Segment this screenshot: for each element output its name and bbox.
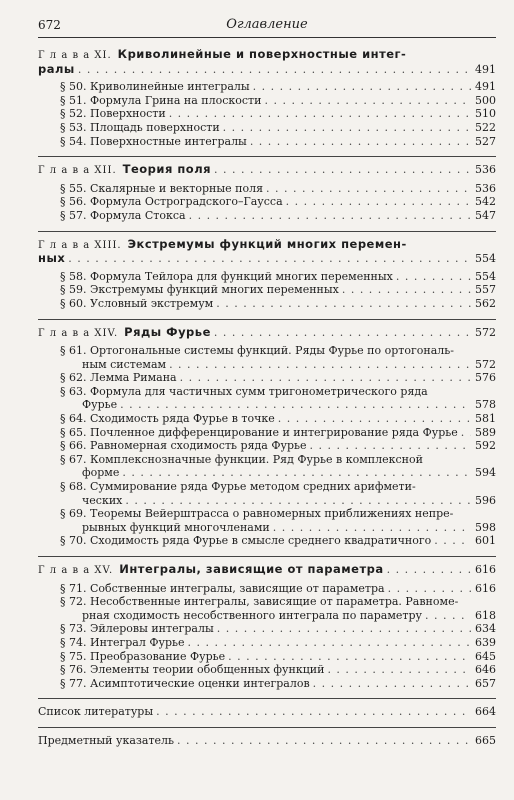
section-line xyxy=(38,121,496,135)
leader-dots xyxy=(461,426,471,440)
section-title: § 74. Интеграл Фурье xyxy=(60,635,185,649)
section-title: рывных функций многочленами xyxy=(82,520,270,534)
section-title: Фурье xyxy=(82,398,118,412)
page-ref: 542 xyxy=(475,195,496,209)
section-line xyxy=(38,195,496,209)
section-title: § 60. Условный экстремум xyxy=(60,296,214,310)
page-ref: 572 xyxy=(475,357,496,371)
section-line xyxy=(38,534,496,548)
section-line xyxy=(38,466,496,480)
page-ref: 510 xyxy=(475,107,496,121)
page-ref: 578 xyxy=(475,398,496,412)
leader-dots xyxy=(189,209,471,223)
page-ref: 554 xyxy=(475,252,496,266)
page-ref: 657 xyxy=(475,676,496,690)
page-ref: 562 xyxy=(475,296,496,310)
leader-dots xyxy=(313,677,471,691)
page-ref: 645 xyxy=(475,649,496,663)
page-ref: 639 xyxy=(475,635,496,649)
section-title: § 61. Ортогональные системы функций. Ряды Фурье по ортогональ- xyxy=(60,344,454,358)
chapter-title-line xyxy=(38,252,496,266)
section-line xyxy=(38,358,496,372)
leader-dots xyxy=(278,412,471,426)
chapter-entry xyxy=(38,48,496,148)
chapter-divider xyxy=(38,156,496,157)
chapter-entry xyxy=(38,563,496,690)
section-line xyxy=(38,582,496,596)
section-title: § 64. Сходимость ряда Фурье в точке xyxy=(60,412,275,426)
section-line xyxy=(38,412,496,426)
section-line xyxy=(38,426,496,440)
section-title: § 58. Формула Тейлора для функций многих переменных xyxy=(60,269,393,283)
chapter-title-line xyxy=(38,238,496,253)
chapter-divider xyxy=(38,698,496,699)
chapter-title-line xyxy=(38,48,496,63)
chapter-divider xyxy=(38,231,496,232)
leader-dots xyxy=(180,371,471,385)
section-title: § 62. Лемма Римана xyxy=(60,371,177,385)
section-title: рная сходимость несобственного интеграла по параметру xyxy=(82,608,423,622)
leader-dots xyxy=(177,734,471,748)
chapter-label: Г л а в а XV. xyxy=(38,565,114,576)
section-line xyxy=(38,270,496,284)
page-ref: 572 xyxy=(475,325,496,339)
section-title: § 65. Почленное дифференцирование и интегрирование ряда Фурье xyxy=(60,425,458,439)
chapter-title: Ряды Фурье xyxy=(124,324,211,339)
leader-dots xyxy=(286,195,471,209)
page-ref: 576 xyxy=(475,371,496,385)
leader-dots xyxy=(387,563,471,577)
page-ref: 500 xyxy=(475,93,496,107)
section-title: § 76. Элементы теории обобщенных функций xyxy=(60,663,325,677)
section-title: § 70. Сходимость ряда Фурье в смысле среднего квадратичного xyxy=(60,534,432,548)
chapter-entry xyxy=(38,163,496,222)
page-ref: 618 xyxy=(475,608,496,622)
chapter-divider xyxy=(38,556,496,557)
chapter-title: Теория поля xyxy=(122,162,212,177)
page-ref: 596 xyxy=(475,493,496,507)
section-line xyxy=(38,439,496,453)
section-line xyxy=(38,622,496,636)
section-line xyxy=(38,453,496,467)
section-title: § 68. Суммирование ряда Фурье методом средних арифмети- xyxy=(60,480,416,494)
page-ref: 554 xyxy=(475,269,496,283)
page-ref: 527 xyxy=(475,134,496,148)
leader-dots xyxy=(68,252,471,266)
section-title: § 59. Экстремумы функций многих переменных xyxy=(60,283,339,297)
chapter-title: ралы xyxy=(38,61,75,76)
section-line xyxy=(38,398,496,412)
section-line xyxy=(38,297,496,311)
section-line xyxy=(38,677,496,691)
page-ref: 616 xyxy=(475,581,496,595)
leader-dots xyxy=(216,297,471,311)
section-line xyxy=(38,107,496,121)
section-title: § 54. Поверхностные интегралы xyxy=(60,134,247,148)
chapter-entry xyxy=(38,326,496,549)
chapter-title-line xyxy=(38,563,496,578)
leader-dots xyxy=(120,398,471,412)
section-title: § 66. Равномерная сходимость ряда Фурье xyxy=(60,439,307,453)
section-title: § 57. Формула Стокса xyxy=(60,208,186,222)
chapter-title-line xyxy=(38,63,496,77)
page-ref: 536 xyxy=(475,181,496,195)
chapter-divider xyxy=(38,727,496,728)
page-ref: 592 xyxy=(475,439,496,453)
leader-dots xyxy=(309,439,471,453)
chapter-title-line xyxy=(38,326,496,341)
section-title: § 69. Теоремы Вейерштрасса о равномерных приближениях непре- xyxy=(60,507,454,521)
leader-dots xyxy=(253,80,471,94)
chapter-entry xyxy=(38,238,496,311)
page-ref: 616 xyxy=(475,563,496,576)
section-line xyxy=(38,636,496,650)
chapter-title-line xyxy=(38,163,496,178)
running-title: Оглавление xyxy=(226,17,308,32)
section-line xyxy=(38,663,496,677)
section-line xyxy=(38,371,496,385)
page-ref: 491 xyxy=(475,62,496,76)
section-line xyxy=(38,480,496,494)
section-title: § 55. Скалярные и векторные поля xyxy=(60,181,264,195)
leader-dots xyxy=(425,609,471,623)
page-header xyxy=(38,14,496,36)
back-matter-title: Предметный указатель xyxy=(38,733,175,747)
leader-dots xyxy=(266,182,471,196)
leader-dots xyxy=(169,358,471,372)
leader-dots xyxy=(250,135,471,149)
section-title: § 51. Формула Грина на плоскости xyxy=(60,93,262,107)
page-ref: 634 xyxy=(475,622,496,636)
section-line xyxy=(38,595,496,609)
page-ref: 601 xyxy=(475,534,496,548)
section-line xyxy=(38,209,496,223)
leader-dots xyxy=(396,270,471,284)
page-ref: 665 xyxy=(475,733,496,747)
chapter-divider xyxy=(38,319,496,320)
back-matter-entry xyxy=(38,734,496,748)
section-line xyxy=(38,385,496,399)
section-title: § 63. Формула для частичных сумм тригонометрического ряда xyxy=(60,384,428,398)
leader-dots xyxy=(188,636,472,650)
page-ref: 491 xyxy=(475,80,496,94)
leader-dots xyxy=(122,466,471,480)
back-matter-title: Список литературы xyxy=(38,705,154,719)
section-line xyxy=(38,182,496,196)
page-ref: 598 xyxy=(475,520,496,534)
section-line xyxy=(38,507,496,521)
section-line xyxy=(38,80,496,94)
page-number: 672 xyxy=(38,18,61,32)
section-title: § 75. Преобразование Фурье xyxy=(60,649,226,663)
page-ref: 594 xyxy=(475,466,496,480)
section-title: § 52. Поверхности xyxy=(60,107,166,121)
section-line xyxy=(38,609,496,623)
header-rule xyxy=(38,37,496,38)
section-title: § 72. Несобственные интегралы, зависящие от параметра. Равноме- xyxy=(60,595,459,609)
page-ref: 522 xyxy=(475,120,496,134)
section-line xyxy=(38,650,496,664)
back-matter-entry xyxy=(38,705,496,719)
section-line xyxy=(38,283,496,297)
leader-dots xyxy=(214,163,471,177)
leader-dots xyxy=(78,63,471,77)
leader-dots xyxy=(273,521,471,535)
chapter-label: Г л а в а XII. xyxy=(38,165,117,177)
section-title: § 53. Площадь поверхности xyxy=(60,120,220,134)
page-ref: 664 xyxy=(475,705,496,719)
section-title: § 67. Комплекснозначные функции. Ряд Фурье в комплексной xyxy=(60,452,423,466)
section-line xyxy=(38,344,496,358)
leader-dots xyxy=(228,650,471,664)
leader-dots xyxy=(264,94,471,108)
leader-dots xyxy=(388,582,471,596)
page-ref: 581 xyxy=(475,412,496,426)
section-title: ным системам xyxy=(82,357,167,371)
page-ref: 557 xyxy=(475,283,496,297)
leader-dots xyxy=(169,107,471,121)
leader-dots xyxy=(327,663,471,677)
leader-dots xyxy=(223,121,471,135)
page-ref: 547 xyxy=(475,208,496,222)
section-title: форме xyxy=(82,466,120,480)
chapter-label: Г л а в а XI. xyxy=(38,50,112,61)
chapter-title: Криволинейные и поверхностные интег- xyxy=(117,47,407,61)
page-ref: 536 xyxy=(475,163,496,177)
section-line xyxy=(38,135,496,149)
leader-dots xyxy=(434,534,471,548)
section-title: § 77. Асимптотические оценки интегралов xyxy=(60,676,310,690)
leader-dots xyxy=(156,705,471,719)
section-title: § 56. Формула Остроградского–Гаусса xyxy=(60,195,283,209)
page-ref: 646 xyxy=(475,663,496,677)
leader-dots xyxy=(342,283,471,297)
section-title: § 73. Эйлеровы интегралы xyxy=(60,622,214,636)
section-line xyxy=(38,494,496,508)
leader-dots xyxy=(217,622,471,636)
leader-dots xyxy=(214,326,471,340)
chapter-title: Интегралы, зависящие от параметра xyxy=(119,562,384,576)
table-of-contents xyxy=(38,48,496,748)
chapter-label: Г л а в а XIV. xyxy=(38,327,119,339)
section-title: § 50. Криволинейные интегралы xyxy=(60,80,250,94)
chapter-title: Экстремумы функций многих перемен- xyxy=(127,236,407,251)
section-title: ческих xyxy=(82,493,123,507)
page-ref: 589 xyxy=(475,425,496,439)
chapter-title: ных xyxy=(38,251,66,266)
leader-dots xyxy=(125,494,471,508)
chapter-label: Г л а в а XIII. xyxy=(38,239,122,251)
section-line xyxy=(38,521,496,535)
section-line xyxy=(38,94,496,108)
section-title: § 71. Собственные интегралы, зависящие от параметра xyxy=(60,581,385,595)
